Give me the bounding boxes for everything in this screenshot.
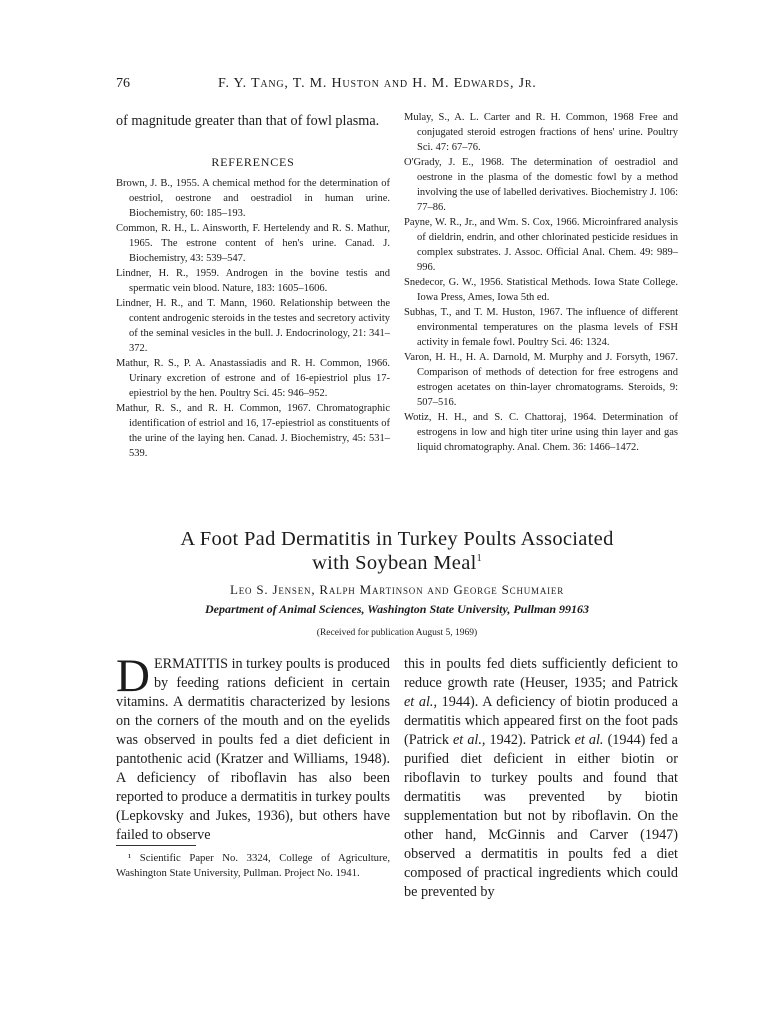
body-right-text-4: (1944) fed a purified diet deficient in either biotin or riboflavin to turkey poults and found that dermatitis was prevented by biotin supplementation but not by riboflavin. On the other hand, McGinnis and Carver (1947) observed a dermatitis in poults fed a diet composed of practical ingredients which could be prevented by bbox=[404, 732, 678, 900]
et-al: et al. bbox=[404, 694, 434, 710]
reference-item: Lindner, H. R., 1959. Androgen in the bovine testis and spermatic vein blood. Nature, 183: 1605–1606. bbox=[116, 268, 390, 294]
body-right-text-3: , 1942). Patrick bbox=[481, 732, 575, 748]
body-right-column bbox=[404, 655, 678, 902]
reference-item: Payne, W. R., Jr., and Wm. S. Cox, 1966. Microinfrared analysis of dieldrin, endrin, and other chlorinated pesticide residues in complex substrates. J. Assoc. Official Anal. Chem. 49: 989–996. bbox=[404, 217, 678, 273]
article-authors: Leo S. Jensen, Ralph Martinson and George Schumaier bbox=[229, 582, 565, 597]
footnote: ¹ Scientific Paper No. 3324, College of Agriculture, Washington State University, Pullman. Project No. 1941. bbox=[116, 852, 390, 879]
references-left-column bbox=[116, 176, 390, 461]
title-line-2-wrap bbox=[110, 551, 684, 575]
reference-item: Mathur, R. S., and R. H. Common, 1967. Chromatographic identification of estriol and 16, 17-epiestriol as constituents of the urine of the laying hen. Canad. J. Biochemistry, 45: 531–539. bbox=[116, 403, 390, 459]
title-footnote-mark: 1 bbox=[476, 553, 482, 565]
reference-item: Snedecor, G. W., 1956. Statistical Methods. Iowa State College. Iowa Press, Ames, Iowa 5th ed. bbox=[404, 277, 678, 303]
continuation-text: of magnitude greater than that of fowl plasma. bbox=[116, 113, 380, 129]
article-affiliation: Department of Animal Sciences, Washington State University, Pullman 99163 bbox=[204, 602, 590, 616]
page-number: 76 bbox=[116, 76, 130, 91]
reference-item: Mulay, S., A. L. Carter and R. H. Common, 1968 Free and conjugated steroid estrogen fractions of hens' urine. Poultry Sci. 47: 67–76. bbox=[404, 112, 678, 153]
et-al: et al. bbox=[453, 732, 482, 748]
references-right-column bbox=[404, 110, 678, 455]
reference-item: Lindner, H. R., and T. Mann, 1960. Relationship between the content androgenic steroids in the testes and secretory activity of the seminal vesicles in the bull. J. Endocrinology, 21: 341–372. bbox=[116, 298, 390, 354]
et-al: et al. bbox=[574, 732, 604, 748]
reference-item: Mathur, R. S., P. A. Anastassiadis and R. H. Common, 1966. Urinary excretion of estrone and of 16-epiestriol plus 17-epiestriol by the hen. Poultry Sci. 45: 946–952. bbox=[116, 358, 390, 399]
reference-item: Subhas, T., and T. M. Huston, 1967. The influence of different environmental temperatures on the plasma levels of FSH activity in female fowl. Poultry Sci. 46: 1324. bbox=[404, 307, 678, 348]
body-left-text: ERMATITIS in turkey poults is produced by feeding rations deficient in certain vitamins. A dermatitis characterized by lesions on the corners of the mouth and on the eyelids was observed in poults fed a diet deficient in pantothenic acid (Kratzer and Williams, 1948). A deficiency of riboflavin has also been reported to produce a dermatitis in turkey poults (Lepkovsky and Jukes, 1936), but others have failed to observe bbox=[116, 656, 390, 843]
title-line-1: A Foot Pad Dermatitis in Turkey Poults Associated bbox=[180, 528, 614, 550]
reference-item: Brown, J. B., 1955. A chemical method for the determination of oestriol, oestrone and oestradiol in human urine. Biochemistry, 60: 185–193. bbox=[116, 178, 390, 219]
body-right-text-1: this in poults fed diets sufficiently deficient to reduce growth rate (Heuser, 1935; and Patrick bbox=[404, 656, 678, 691]
body-right-text-2: , 1944). A deficiency of biotin produced a dermatitis which appeared first on the foot pads (Patrick bbox=[404, 694, 678, 748]
title-line-2: with Soybean Meal bbox=[312, 552, 477, 574]
received-date: (Received for publication August 5, 1969) bbox=[316, 628, 478, 638]
reference-item: Wotiz, H. H., and S. C. Chattoraj, 1964. Determination of estrogens in low and high titer urine using thin layer and gas liquid chromatography. Anal. Chem. 36: 1466–1472. bbox=[404, 412, 678, 453]
reference-item: Varon, H. H., H. A. Darnold, M. Murphy and J. Forsyth, 1967. Comparison of methods of detection for free estrogens and estrogen acetates on thin-layer chromatograms. Steroids, 9: 507–516. bbox=[404, 352, 678, 408]
article-title bbox=[110, 527, 684, 575]
running-head: F. Y. Tang, T. M. Huston and H. M. Edwards, Jr. bbox=[218, 76, 537, 91]
drop-cap: D bbox=[116, 650, 150, 702]
references-heading: REFERENCES bbox=[211, 155, 295, 169]
footnote-rule bbox=[116, 845, 196, 846]
body-left-column bbox=[116, 650, 390, 845]
reference-item: O'Grady, J. E., 1968. The determination of oestradiol and oestrone in the plasma of the domestic fowl by a method involving the use of labelled derivatives. Biochemistry J. 106: 77–86. bbox=[404, 157, 678, 213]
reference-item: Common, R. H., L. Ainsworth, F. Hertelendy and R. S. Mathur, 1965. The estrone content of hen's urine. Canad. J. Biochemistry, 43: 539–547. bbox=[116, 223, 390, 264]
